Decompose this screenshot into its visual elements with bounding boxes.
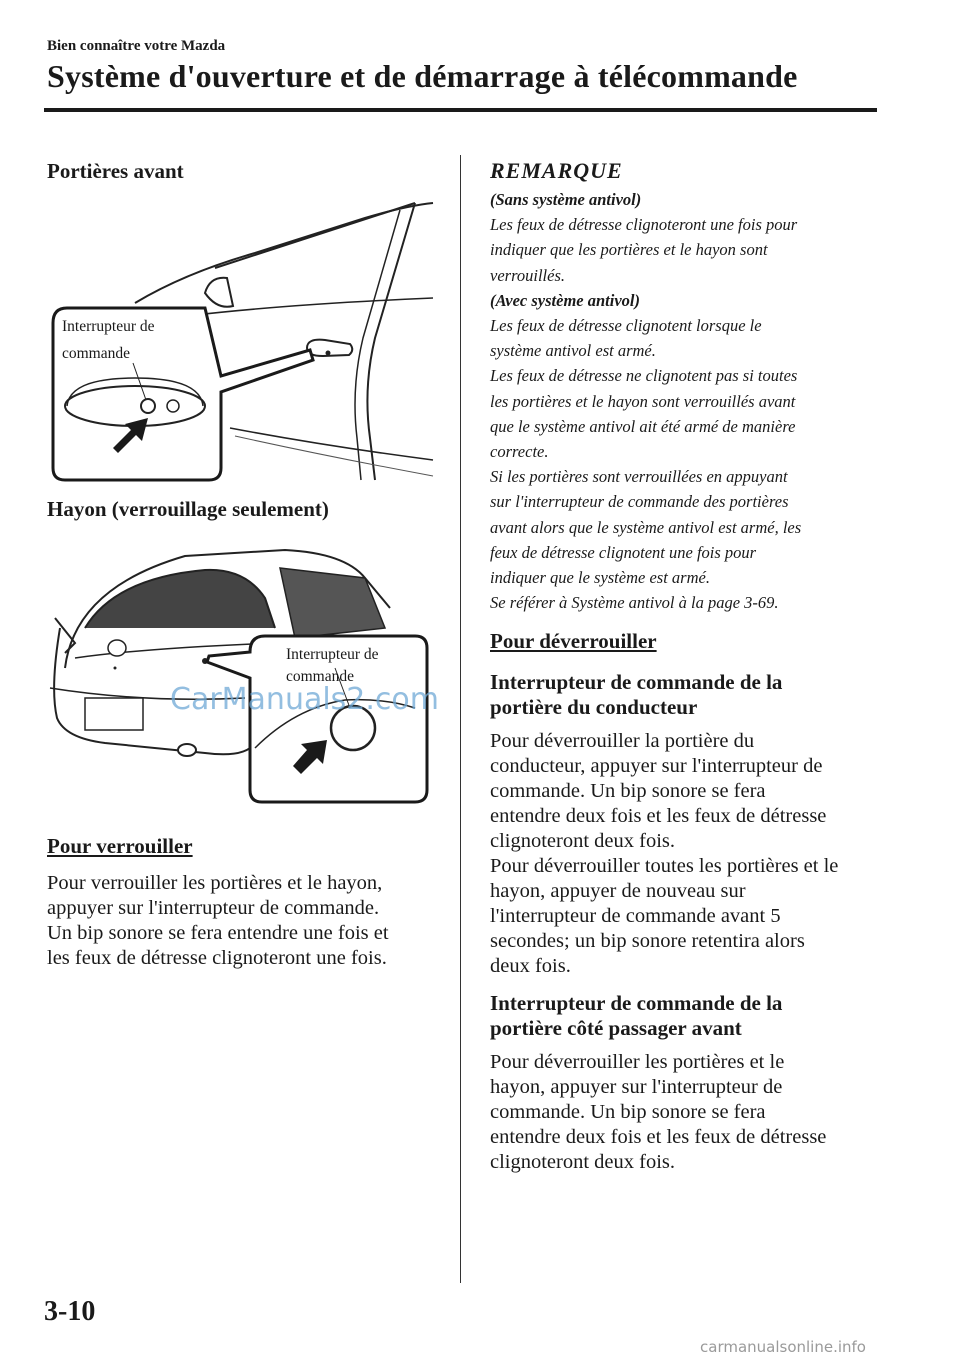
driver-heading-line-1: Interrupteur de commande de la	[490, 670, 783, 694]
section-label: Bien connaître votre Mazda	[47, 38, 226, 54]
note-line: avant alors que le système antivol est armé, les	[490, 517, 802, 537]
driver-line: entendre deux fois et les feux de détresse	[490, 805, 827, 827]
note-line: Les feux de détresse ne clignotent pas si toutes	[490, 366, 798, 386]
note-line: Les feux de détresse clignoteront une fois pour	[490, 215, 798, 235]
note-line: les portières et le hayon sont verrouillés avant	[490, 391, 796, 411]
driver-line: hayon, appuyer de nouveau sur	[490, 880, 746, 902]
front-doors-heading: Portières avant	[47, 159, 184, 183]
lock-line-2: appuyer sur l'interrupteur de commande.	[47, 897, 380, 919]
note-line: feux de détresse clignotent une fois pour	[490, 542, 757, 562]
note-title: REMARQUE	[490, 158, 623, 183]
driver-line: Pour déverrouiller toutes les portières et le	[490, 855, 839, 877]
passenger-heading-line-2: portière côté passager avant	[490, 1016, 742, 1040]
note-line: système antivol est armé.	[490, 341, 656, 361]
header-rule	[44, 108, 877, 112]
lock-heading: Pour verrouiller	[47, 834, 193, 858]
liftgate-heading: Hayon (verrouillage seulement)	[47, 497, 329, 521]
footer-watermark: carmanualsonline.info	[700, 1338, 866, 1356]
driver-line: l'interrupteur de commande avant 5	[490, 905, 781, 927]
unlock-heading: Pour déverrouiller	[490, 629, 657, 653]
driver-line: Pour déverrouiller la portière du	[490, 730, 755, 752]
front-callout-line-1: Interrupteur de	[62, 318, 155, 335]
note-line: Se référer à Système antivol à la page 3-69.	[490, 593, 779, 613]
driver-line: clignoteront deux fois.	[490, 830, 676, 852]
note-line: indiquer que les portières et le hayon sont	[490, 240, 768, 260]
passenger-line: hayon, appuyer sur l'interrupteur de	[490, 1076, 783, 1098]
note-line: sur l'interrupteur de commande des portières	[490, 492, 789, 512]
page-title: Système d'ouverture et de démarrage à télécommande	[47, 58, 798, 94]
driver-line: secondes; un bip sonore retentira alors	[490, 930, 805, 952]
lock-line-1: Pour verrouiller les portières et le hayon,	[47, 872, 383, 894]
liftgate-illustration	[45, 548, 435, 806]
page-number: 3-10	[44, 1296, 96, 1327]
driver-heading-line-2: portière du conducteur	[490, 695, 698, 719]
note-line: que le système antivol ait été armé de manière	[490, 416, 796, 436]
rear-callout-line-1: Interrupteur de	[286, 646, 379, 663]
passenger-line: clignoteront deux fois.	[490, 1151, 676, 1173]
front-callout-line-2: commande	[62, 345, 131, 362]
column-divider	[460, 155, 461, 1283]
note-line: Si les portières sont verrouillées en appuyant	[490, 467, 788, 487]
passenger-line: Pour déverrouiller les portières et le	[490, 1051, 785, 1073]
watermark: CarManuals2.com	[170, 682, 440, 717]
note-without-antitheft: (Sans système antivol)	[490, 190, 642, 209]
note-line: Les feux de détresse clignotent lorsque le	[490, 316, 762, 336]
note-line: verrouillés.	[490, 265, 565, 285]
driver-line: conducteur, appuyer sur l'interrupteur de	[490, 755, 823, 777]
passenger-line: commande. Un bip sonore se fera	[490, 1101, 766, 1123]
note-box	[490, 187, 880, 615]
lock-line-3: Un bip sonore se fera entendre une fois et	[47, 922, 389, 944]
note-with-antitheft: (Avec système antivol)	[490, 290, 640, 310]
note-line: correcte.	[490, 442, 549, 462]
passenger-heading-line-1: Interrupteur de commande de la	[490, 991, 783, 1015]
lock-line-4: les feux de détresse clignoteront une fois.	[47, 947, 387, 969]
note-line: indiquer que le système est armé.	[490, 568, 710, 588]
driver-line: deux fois.	[490, 955, 571, 977]
passenger-line: entendre deux fois et les feux de détresse	[490, 1126, 827, 1148]
front-door-illustration	[45, 198, 435, 482]
driver-line: commande. Un bip sonore se fera	[490, 780, 766, 802]
rear-callout-line-2: commande	[286, 668, 355, 685]
